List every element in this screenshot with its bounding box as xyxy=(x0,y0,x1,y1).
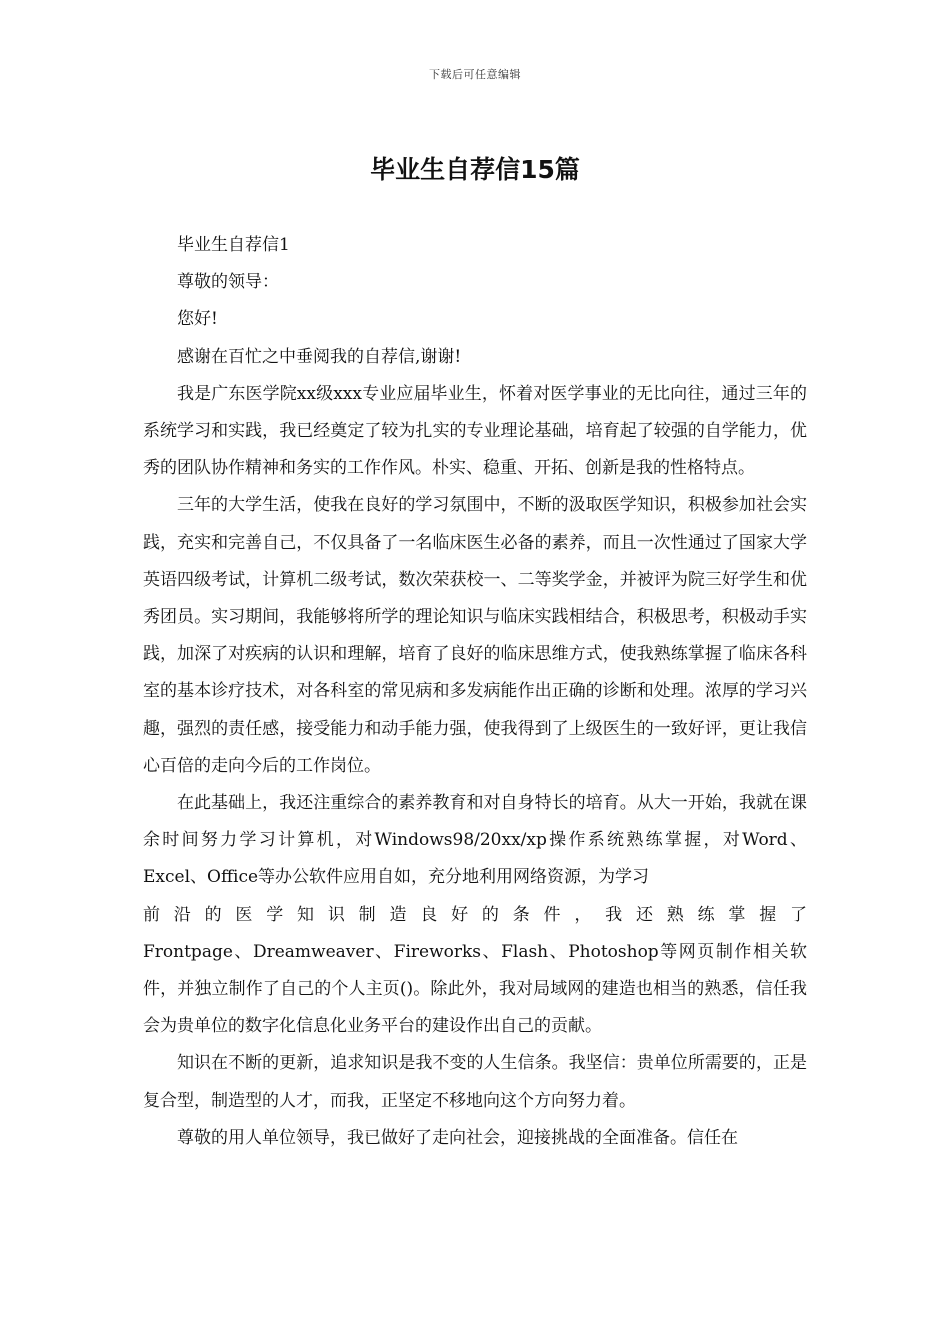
paragraph-knowledge: 知识在不断的更新，追求知识是我不变的人生信条。我坚信：贵单位所需要的，正是复合型，制造型的人才，而我，正坚定不移地向这个方向努力着。 xyxy=(143,1053,807,1111)
letter-salutation: 尊敬的领导： xyxy=(177,272,279,293)
letter-thanks: 感谢在百忙之中垂阅我的自荐信,谢谢! xyxy=(177,346,462,367)
paragraph-skills-part1: 在此基础上，我还注重综合的素养教育和对自身特长的培育。从大一开始，我就在课余时间努力学习计算机，对Windows98/20xx/xp操作系统熟练掌握，对Word、Excel、Office等办公软件应用自如，充分地利用网络资源，为学习 xyxy=(143,793,807,888)
letter-heading: 毕业生自荐信1 xyxy=(177,235,290,255)
document-title: 毕业生自荐信15篇 xyxy=(370,155,580,184)
document-body xyxy=(143,227,807,1157)
paragraph-closing: 尊敬的用人单位领导，我已做好了走向社会，迎接挑战的全面准备。信任在 xyxy=(177,1127,738,1148)
paragraph-intro: 我是广东医学院xx级xxx专业应届毕业生，怀着对医学事业的无比向往，通过三年的系统学习和实践，我已经奠定了较为扎实的专业理论基础，培育起了较强的自学能力，优秀的团队协作精神和务实的工作作风。朴实、稳重、开拓、创新是我的性格特点。 xyxy=(143,383,807,479)
header-note: 下载后可任意编辑 xyxy=(429,68,521,81)
paragraph-college-life: 三年的大学生活，使我在良好的学习氛围中，不断的汲取医学知识，积极参加社会实践，充实和完善自己，不仅具备了一名临床医生必备的素养，而且一次性通过了国家大学英语四级考试，计算机二级考试，数次荣获校一、二等奖学金，并被评为院三好学生和优秀团员。实习期间，我能够将所学的理论知识与临床实践相结合，积极思考，积极动手实践，加深了对疾病的认识和理解，培育了良好的临床思维方式，使我熟练掌握了临床各科室的基本诊疗技术，对各科室的常见病和多发病能作出正确的诊断和处理。浓厚的学习兴趣，强烈的责任感，接受能力和动手能力强，使我得到了上级医生的一致好评，更让我信心百倍的走向今后的工作岗位。 xyxy=(143,495,807,776)
paragraph-skills-continued: Frontpage、Dreamweaver、Fireworks、Flash、Photoshop等网页制作相关软件，并独立制作了自己的个人主页()。除此外，我对局域网的建造也相当的熟悉，信任我会为贵单位的数字化信息化业务平台的建设作出自己的贡献。 xyxy=(143,941,807,1037)
paragraph-skills-spread-line: 前沿的医学知识制造良好的条件，我还熟练掌握了 xyxy=(143,904,807,925)
paragraph-skills xyxy=(143,785,807,897)
letter-greeting: 您好! xyxy=(177,309,218,330)
